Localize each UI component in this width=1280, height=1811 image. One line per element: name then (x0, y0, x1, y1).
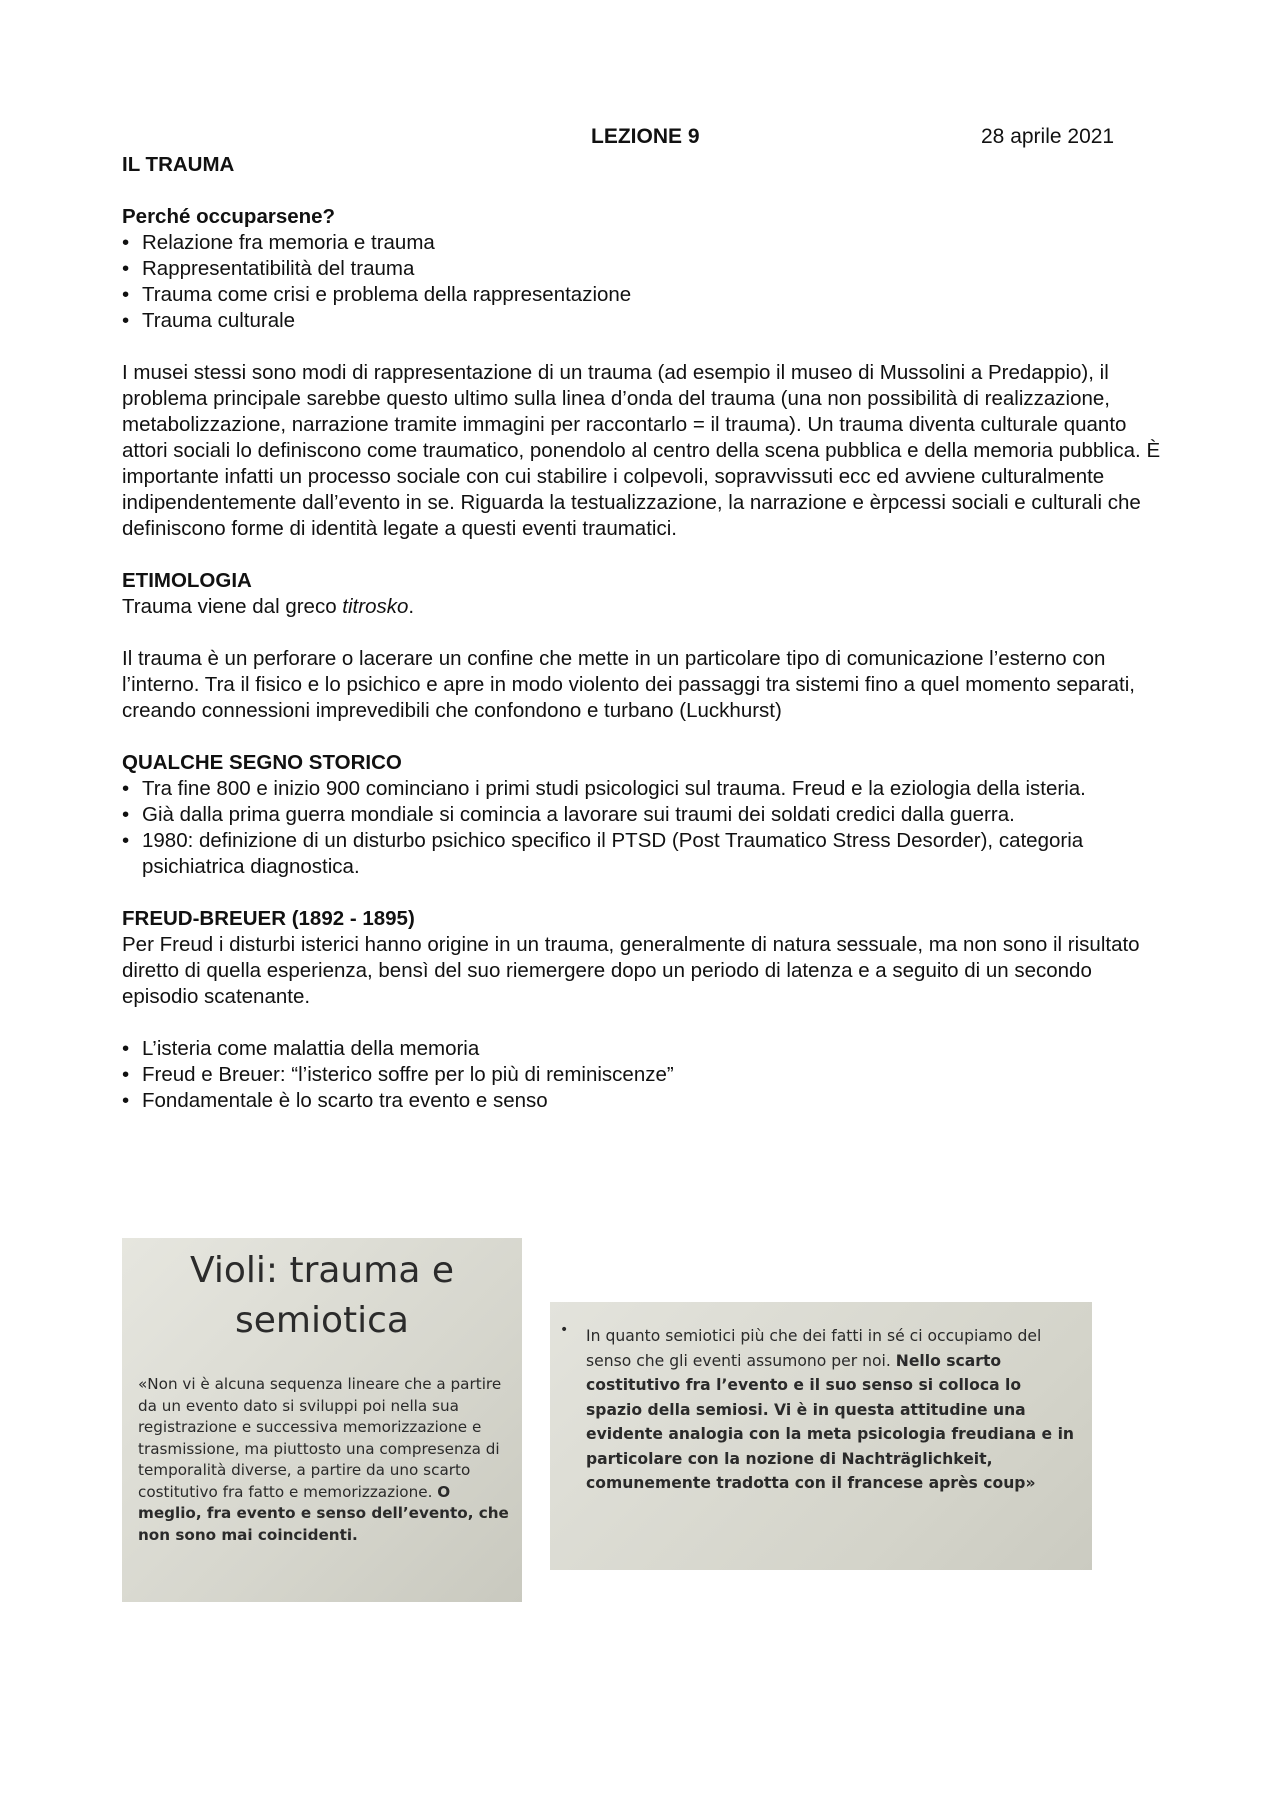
slide-photo-violi (122, 1238, 522, 1602)
list-item: • Trauma come crisi e problema della rappresentazione (122, 282, 1172, 308)
freud-heading (122, 906, 1172, 932)
slide-quote-bold: O meglio, fra evento e senso dell’evento, che non sono mai coincidenti. (138, 1482, 509, 1544)
slide-bullet: • (560, 1322, 569, 1338)
list-item: • Relazione fra memoria e trauma (122, 230, 1172, 256)
slide-quote-plain: «Non vi è alcuna sequenza lineare che a partire da un evento dato si sviluppi poi nella sua registrazione e successiva memorizzazione e trasmissione, ma piuttosto una compresenza di temporalità diverse, a partire da uno scarto costitutivo fra fatto e memorizzazione. (138, 1375, 502, 1501)
slide-quote (138, 1374, 513, 1546)
slide-quote-plain: In quanto semiotici più che dei fatti in sé ci occupiamo del senso che gli eventi assumono per noi. (586, 1327, 1042, 1370)
list-item: • Trauma culturale (122, 308, 1172, 334)
etymology-line (122, 594, 1172, 620)
list-item: • Tra fine 800 e inizio 900 cominciano i primi studi psicologici sul trauma. Freud e la eziologia della isteria. (122, 776, 1172, 802)
page-title: IL TRAUMA (122, 153, 235, 176)
freud-heading-title: FREUD-BREUER (122, 907, 286, 930)
history-list (122, 776, 1172, 880)
slide-title-line: Violi: trauma e (190, 1250, 454, 1291)
slide-photo-semiosi (550, 1302, 1092, 1570)
why-list (122, 230, 1172, 334)
freud-list (122, 1036, 1172, 1114)
list-item: • 1980: definizione di un disturbo psichico specifico il PTSD (Post Traumatico Stress Desorder), categoria psichiatrica diagnostica. (122, 828, 1172, 880)
freud-heading-years: (1892 - 1895) (286, 907, 415, 930)
etymology-prefix: Trauma viene dal greco (122, 595, 343, 618)
document-body (122, 152, 1172, 1114)
list-item: • Freud e Breuer: “l’isterico soffre per lo più di reminiscenze” (122, 1062, 1172, 1088)
intro-paragraph: I musei stessi sono modi di rappresentazione di un trauma (ad esempio il museo di Mussolini a Predappio), il problema principale sarebbe questo ultimo sulla linea d’onda del trauma (una non possibilità di realizzazione, metabolizzazione, narrazione tramite immagini per raccontarlo = il trauma). Un trauma diventa culturale quanto attori sociali lo definiscono come traumatico, ponendolo al centro della scena pubblica e della memoria pubblica. È importante infatti un processo sociale con cui stabilire i colpevoli, sopravvissuti ecc ed avviene culturalmente indipendentemente dall’evento in se. Riguarda la testualizzazione, la narrazione e èrpcessi sociali e culturali che definiscono forme di identità legate a questi eventi traumatici. (122, 361, 1161, 540)
etymology-heading: ETIMOLOGIA (122, 569, 252, 592)
header-row (0, 125, 1280, 155)
lesson-label: LEZIONE 9 (591, 125, 700, 148)
freud-paragraph: Per Freud i disturbi isterici hanno origine in un trauma, generalmente di natura sessuale, ma non sono il risultato diretto di quella esperienza, bensì del suo riemergere dopo un periodo di latenza e a seguito di un secondo episodio scatenante. (122, 933, 1140, 1008)
lesson-date: 28 aprile 2021 (981, 125, 1115, 148)
slide-title-line: semiotica (235, 1300, 409, 1341)
slide-quote (586, 1324, 1076, 1496)
history-heading: QUALCHE SEGNO STORICO (122, 751, 402, 774)
list-item: • L’isteria come malattia della memoria (122, 1036, 1172, 1062)
list-item: • Rappresentatibilità del trauma (122, 256, 1172, 282)
etymology-paragraph: Il trauma è un perforare o lacerare un confine che mette in un particolare tipo di comunicazione l’esterno con l’interno. Tra il fisico e lo psichico e apre in modo violento dei passaggi tra sistemi fino a quel momento separati, creando connessioni imprevedibili che confondono e turbano (Luckhurst) (122, 647, 1135, 722)
slide-title (122, 1246, 522, 1346)
slide-quote-bold: Nello scarto costitutivo fra l’evento e il suo senso si colloca lo spazio della semiosi. Vi è in questa attitudine una evidente analogia con la meta psicologia freudiana e in particolare con la nozione di Nachträglichkeit, comunemente tradotta con il francese après coup» (586, 1351, 1075, 1492)
etymology-word: titrosko (342, 595, 409, 618)
list-item: • Fondamentale è lo scarto tra evento e senso (122, 1088, 1172, 1114)
list-item: • Già dalla prima guerra mondiale si comincia a lavorare sui traumi dei soldati credici dalla guerra. (122, 802, 1172, 828)
etymology-suffix: . (408, 595, 415, 618)
why-heading: Perché occuparsene? (122, 205, 336, 228)
